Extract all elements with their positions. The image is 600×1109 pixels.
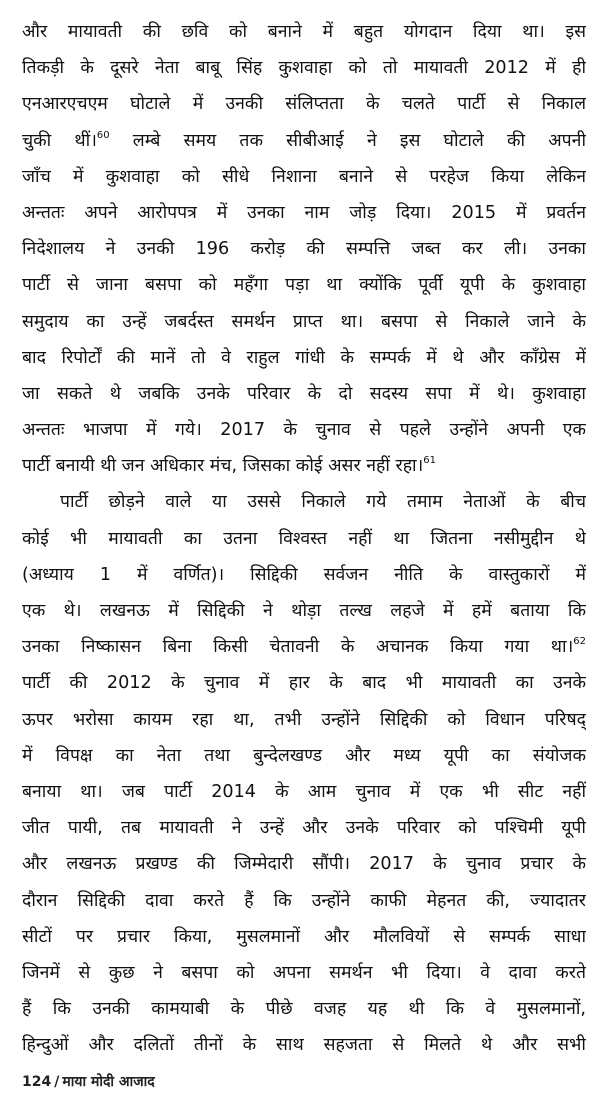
footnote-ref: 61 <box>423 455 436 467</box>
text-line: और मायावती की छवि को बनाने में बहुत योगदान दिया था। इस <box>22 22 586 42</box>
paragraph-1 <box>22 14 586 484</box>
text-line <box>22 123 586 159</box>
text-segment: उनका निष्कासन बिना किसी चेतावनी के अचानक किया गया था। <box>22 637 574 658</box>
text-line: जा सकते थे जबकि उनके परिवार के दो सदस्य सपा में थे। कुशवाहा <box>22 383 586 404</box>
text-line: हिन्दुओं और दलितों तीनों के साथ सहजता से मिलते थे और सभी <box>22 1035 586 1056</box>
text-line: (अध्याय 1 में वर्णित)। सिद्दिकी सर्वजन नीति के वास्तुकारों में <box>22 564 586 585</box>
page-number: 124 <box>22 1074 52 1090</box>
text-line: दौरान सिद्दिकी दावा करते हैं कि उन्होंने काफी मेहनत की, ज्यादातर <box>22 890 586 911</box>
text-segment: पार्टी बनायी थी जन अधिकार मंच, जिसका कोई असर नहीं रहा। <box>22 456 424 477</box>
text-segment: चुकी थीं। <box>22 130 97 151</box>
footnote-ref: 62 <box>573 636 586 648</box>
text-line: जाँच में कुशवाहा को सीधे निशाना बनाने से परहेज किया लेकिन <box>22 166 586 187</box>
footer-separator: / <box>54 1074 60 1090</box>
text-line: एनआरएचएम घोटाले में उनकी संलिप्तता के चलते पार्टी से निकाल <box>22 94 586 115</box>
text-line: जीत पायी, तब मायावती ने उन्हें और उनके परिवार को पश्चिमी यूपी <box>22 818 586 839</box>
text-line: तिकड़ी के दूसरे नेता बाबू सिंह कुशवाहा को तो मायावती 2012 में ही <box>22 58 586 79</box>
text-line: में विपक्ष का नेता तथा बुन्देलखण्ड और मध्य यूपी का संयोजक <box>22 745 586 766</box>
text-line: एक थे। लखनऊ में सिद्दिकी ने थोड़ा तल्ख लहजे में हमें बताया कि <box>22 601 586 621</box>
text-line: बनाया था। जब पार्टी 2014 के आम चुनाव में एक भी सीट नहीं <box>22 781 586 802</box>
text-line: पार्टी से जाना बसपा को महँगा पड़ा था क्योंकि पूर्वी यूपी के कुशवाहा <box>22 275 586 296</box>
text-line: अन्ततः भाजपा में गये। 2017 के चुनाव से पहले उन्होंने अपनी एक <box>22 420 586 441</box>
footnote-ref: 60 <box>96 129 110 141</box>
text-line: सीटों पर प्रचार किया, मुसलमानों और मौलवियों से सम्पर्क साधा <box>22 926 586 947</box>
text-line <box>22 448 586 484</box>
text-line: हैं कि उनकी कामयाबी के पीछे वजह यह थी कि वे मुसलमानों, <box>22 999 586 1020</box>
text-line: अन्ततः अपने आरोपपत्र में उनका नाम जोड़ दिया। 2015 में प्रवर्तन <box>22 202 586 223</box>
text-line: कोई भी मायावती का उतना विश्वस्त नहीं था जितना नसीमुद्दीन थे <box>22 528 586 549</box>
text-line: समुदाय का उन्हें जबर्दस्त समर्थन प्राप्त था। बसपा से निकाले जाने के <box>22 311 586 332</box>
text-line: ऊपर भरोसा कायम रहा था, तभी उन्होंने सिद्दिकी को विधान परिषद् <box>22 709 586 730</box>
body-text <box>22 14 586 1063</box>
page-footer <box>22 1072 155 1091</box>
text-line: निदेशालय ने उनकी 196 करोड़ की सम्पत्ति जब्त कर ली। उनका <box>22 239 586 260</box>
paragraph-2 <box>22 484 586 1063</box>
text-segment: लम्बे समय तक सीबीआई ने इस घोटाले की अपनी <box>132 130 586 151</box>
text-line: जिनमें से कुछ ने बसपा को अपना समर्थन भी दिया। वे दावा करते <box>22 962 586 983</box>
text-line: पार्टी की 2012 के चुनाव में हार के बाद भी मायावती का उनके <box>22 673 586 694</box>
text-line: पार्टी छोड़ने वाले या उससे निकाले गये तमाम नेताओं के बीच <box>60 492 586 513</box>
text-line: बाद रिपोर्टों की मानें तो वे राहुल गांधी के सम्पर्क में थे और काँग्रेस में <box>22 347 586 368</box>
text-line <box>22 629 586 665</box>
book-title: माया मोदी आजाद <box>62 1074 155 1090</box>
text-line: और लखनऊ प्रखण्ड की जिम्मेदारी सौंपी। 2017 के चुनाव प्रचार के <box>22 854 586 875</box>
